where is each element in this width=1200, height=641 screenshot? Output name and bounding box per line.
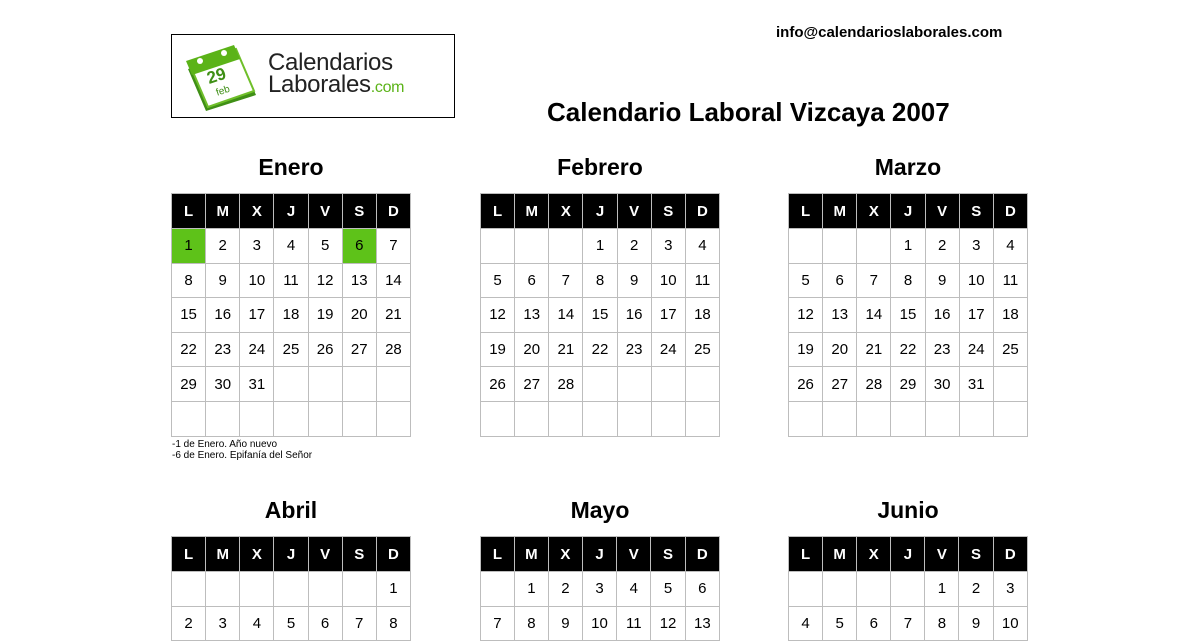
day-cell: 21	[376, 298, 410, 333]
empty-cell	[342, 572, 376, 607]
day-cell: 23	[617, 332, 651, 367]
day-cell: 4	[240, 606, 274, 641]
day-cell: 19	[789, 332, 823, 367]
day-cell: 6	[308, 606, 342, 641]
week-row	[789, 572, 1028, 607]
holiday-note: -1 de Enero. Año nuevo	[172, 439, 278, 450]
day-cell: 1	[583, 229, 617, 264]
week-row	[481, 367, 720, 402]
logo[interactable]	[171, 34, 455, 118]
day-cell: 24	[651, 332, 685, 367]
day-cell: 13	[823, 298, 857, 333]
weekday-header: L	[789, 537, 823, 572]
day-cell: 18	[274, 298, 308, 333]
weekday-header: S	[959, 194, 993, 229]
empty-cell	[617, 367, 651, 402]
day-cell: 2	[172, 606, 206, 641]
day-cell: 12	[308, 263, 342, 298]
day-cell: 5	[308, 229, 342, 264]
day-cell: 27	[342, 332, 376, 367]
day-cell: 4	[993, 229, 1027, 264]
empty-cell	[481, 401, 515, 436]
holiday-note: -6 de Enero. Epifanía del Señor	[172, 450, 313, 461]
day-cell: 17	[240, 298, 274, 333]
holiday-notes	[172, 439, 312, 461]
day-cell: 7	[549, 263, 583, 298]
day-cell: 2	[925, 229, 959, 264]
day-cell: 3	[959, 229, 993, 264]
day-cell: 17	[651, 298, 685, 333]
week-row	[481, 298, 720, 333]
day-cell: 14	[549, 298, 583, 333]
week-row	[172, 229, 411, 264]
day-cell: 7	[857, 263, 891, 298]
day-cell: 15	[891, 298, 925, 333]
day-cell: 5	[789, 263, 823, 298]
weekday-header: J	[891, 194, 925, 229]
day-cell: 5	[274, 606, 308, 641]
day-cell: 27	[823, 367, 857, 402]
empty-cell	[549, 229, 583, 264]
weekday-header: S	[651, 537, 685, 572]
day-cell: 8	[925, 606, 959, 641]
day-cell: 28	[549, 367, 583, 402]
week-row	[172, 367, 411, 402]
day-cell: 8	[376, 606, 410, 641]
weekday-header: D	[685, 194, 719, 229]
empty-cell	[274, 367, 308, 402]
weekday-header: D	[993, 537, 1027, 572]
weekday-header: S	[959, 537, 993, 572]
empty-cell	[274, 401, 308, 436]
day-cell: 9	[617, 263, 651, 298]
day-cell: 2	[548, 572, 582, 607]
month-table	[788, 193, 1028, 437]
day-cell: 13	[685, 606, 719, 641]
day-cell: 6	[685, 572, 719, 607]
week-row	[481, 606, 720, 641]
empty-cell	[891, 401, 925, 436]
day-cell: 2	[206, 229, 240, 264]
empty-cell	[308, 572, 342, 607]
week-row	[789, 263, 1028, 298]
day-cell: 7	[342, 606, 376, 641]
weekday-header: J	[274, 537, 308, 572]
calendar-logo-icon	[178, 39, 268, 115]
weekday-header: V	[308, 194, 342, 229]
weekday-header: D	[376, 194, 410, 229]
empty-cell	[685, 367, 719, 402]
weekday-header: M	[206, 537, 240, 572]
day-cell: 4	[789, 606, 823, 641]
weekday-header: D	[993, 194, 1027, 229]
weekday-header: J	[583, 194, 617, 229]
day-cell: 1	[376, 572, 410, 607]
day-cell: 23	[206, 332, 240, 367]
empty-cell	[857, 572, 891, 607]
day-cell: 25	[685, 332, 719, 367]
contact-email-link[interactable]: info@calendarioslaborales.com	[776, 24, 1003, 41]
week-row	[789, 401, 1028, 436]
empty-cell	[308, 401, 342, 436]
day-cell: 20	[342, 298, 376, 333]
day-cell: 6	[515, 263, 549, 298]
empty-cell	[993, 401, 1027, 436]
day-cell: 10	[240, 263, 274, 298]
empty-cell	[206, 401, 240, 436]
day-cell: 19	[308, 298, 342, 333]
day-cell: 20	[515, 332, 549, 367]
week-row	[789, 332, 1028, 367]
day-cell: 1	[514, 572, 548, 607]
empty-cell	[549, 401, 583, 436]
empty-cell	[789, 572, 823, 607]
day-cell: 28	[376, 332, 410, 367]
month-name: Febrero	[557, 154, 643, 180]
weekday-header: D	[376, 537, 410, 572]
week-row	[481, 229, 720, 264]
empty-cell	[206, 572, 240, 607]
weekday-header: D	[685, 537, 719, 572]
day-cell: 8	[891, 263, 925, 298]
weekday-header: L	[481, 537, 515, 572]
empty-cell	[925, 401, 959, 436]
weekday-header: V	[617, 194, 651, 229]
day-cell: 15	[172, 298, 206, 333]
day-cell: 29	[891, 367, 925, 402]
weekday-header: J	[891, 537, 925, 572]
empty-cell	[823, 229, 857, 264]
day-cell: 3	[993, 572, 1027, 607]
weekday-header: S	[342, 537, 376, 572]
day-cell: 10	[651, 263, 685, 298]
weekday-header: X	[549, 194, 583, 229]
empty-cell	[376, 367, 410, 402]
day-cell: 7	[376, 229, 410, 264]
day-cell: 13	[342, 263, 376, 298]
month-table	[171, 536, 411, 641]
day-cell: 22	[583, 332, 617, 367]
weekday-header: X	[240, 537, 274, 572]
weekday-header: X	[857, 194, 891, 229]
empty-cell	[308, 367, 342, 402]
weekday-header: M	[823, 537, 857, 572]
logo-line-2	[268, 71, 405, 99]
empty-cell	[515, 229, 549, 264]
day-cell: 22	[172, 332, 206, 367]
empty-cell	[240, 572, 274, 607]
month-name: Abril	[264, 497, 318, 523]
weekday-header: X	[548, 537, 582, 572]
day-cell: 19	[481, 332, 515, 367]
day-cell: 9	[548, 606, 582, 641]
empty-cell	[583, 401, 617, 436]
month-table	[171, 193, 411, 437]
empty-cell	[651, 401, 685, 436]
empty-cell	[789, 229, 823, 264]
empty-cell	[342, 401, 376, 436]
day-cell: 16	[617, 298, 651, 333]
logo-icon-day: 29	[204, 63, 229, 88]
week-row	[172, 572, 411, 607]
month-table	[480, 193, 720, 437]
day-cell: 23	[925, 332, 959, 367]
day-cell: 12	[651, 606, 685, 641]
day-cell: 14	[857, 298, 891, 333]
weekday-header-row	[172, 537, 411, 572]
weekday-header: M	[823, 194, 857, 229]
weekday-header: V	[925, 537, 959, 572]
empty-cell	[857, 401, 891, 436]
empty-cell	[342, 367, 376, 402]
day-cell: 5	[823, 606, 857, 641]
empty-cell	[891, 572, 925, 607]
day-cell: 11	[685, 263, 719, 298]
day-cell: 9	[959, 606, 993, 641]
day-cell: 4	[274, 229, 308, 264]
day-cell: 11	[993, 263, 1027, 298]
day-cell: 20	[823, 332, 857, 367]
weekday-header: V	[617, 537, 651, 572]
empty-cell	[481, 572, 515, 607]
weekday-header-row	[481, 537, 720, 572]
month-table	[788, 536, 1028, 641]
empty-cell	[274, 572, 308, 607]
day-cell: 8	[514, 606, 548, 641]
weekday-header: X	[857, 537, 891, 572]
day-cell: 21	[549, 332, 583, 367]
week-row	[481, 332, 720, 367]
weekday-header: L	[172, 537, 206, 572]
day-cell: 25	[274, 332, 308, 367]
week-row	[172, 332, 411, 367]
day-cell: 18	[993, 298, 1027, 333]
empty-cell	[857, 229, 891, 264]
day-cell: 8	[172, 263, 206, 298]
logo-icon-month: feb	[214, 83, 232, 99]
day-cell: 12	[789, 298, 823, 333]
empty-cell	[583, 367, 617, 402]
day-cell: 5	[651, 572, 685, 607]
day-cell: 4	[685, 229, 719, 264]
day-cell: 26	[308, 332, 342, 367]
day-cell: 26	[481, 367, 515, 402]
day-cell: 3	[651, 229, 685, 264]
month-table	[480, 536, 720, 641]
week-row	[789, 367, 1028, 402]
day-cell: 13	[515, 298, 549, 333]
weekday-header: S	[342, 194, 376, 229]
day-cell: 1	[891, 229, 925, 264]
week-row	[481, 572, 720, 607]
weekday-header: J	[274, 194, 308, 229]
page-title: Calendario Laboral Vizcaya 2007	[547, 97, 950, 127]
month-name: Junio	[877, 497, 939, 523]
weekday-header: V	[925, 194, 959, 229]
day-cell: 7	[481, 606, 515, 641]
empty-cell	[651, 367, 685, 402]
empty-cell	[515, 401, 549, 436]
empty-cell	[789, 401, 823, 436]
month-name: Enero	[258, 154, 324, 180]
day-cell: 24	[959, 332, 993, 367]
day-cell: 24	[240, 332, 274, 367]
empty-cell	[823, 401, 857, 436]
day-cell: 1	[925, 572, 959, 607]
day-cell: 27	[515, 367, 549, 402]
day-cell: 31	[240, 367, 274, 402]
empty-cell	[685, 401, 719, 436]
empty-cell	[240, 401, 274, 436]
weekday-header-row	[172, 194, 411, 229]
day-cell: 9	[925, 263, 959, 298]
day-cell: 8	[583, 263, 617, 298]
weekday-header: X	[240, 194, 274, 229]
logo-suffix: .com	[370, 79, 405, 96]
day-cell: 29	[172, 367, 206, 402]
week-row	[789, 606, 1028, 641]
logo-line-2-text: Laborales	[268, 71, 371, 98]
day-cell: 31	[959, 367, 993, 402]
day-cell: 25	[993, 332, 1027, 367]
day-cell: 22	[891, 332, 925, 367]
day-cell: 11	[617, 606, 651, 641]
day-cell: 5	[481, 263, 515, 298]
day-cell: 15	[583, 298, 617, 333]
weekday-header: L	[481, 194, 515, 229]
logo-text	[268, 49, 405, 99]
week-row	[481, 401, 720, 436]
empty-cell	[823, 572, 857, 607]
weekday-header-row	[481, 194, 720, 229]
weekday-header-row	[789, 194, 1028, 229]
day-cell: 9	[206, 263, 240, 298]
weekday-header: M	[515, 194, 549, 229]
day-cell: 10	[582, 606, 616, 641]
day-cell: 3	[240, 229, 274, 264]
day-cell: 26	[789, 367, 823, 402]
empty-cell	[172, 401, 206, 436]
week-row	[789, 298, 1028, 333]
empty-cell	[172, 572, 206, 607]
day-cell: 30	[206, 367, 240, 402]
day-cell: 10	[993, 606, 1027, 641]
month-name: Marzo	[874, 154, 942, 180]
weekday-header-row	[789, 537, 1028, 572]
day-cell: 30	[925, 367, 959, 402]
day-cell: 16	[925, 298, 959, 333]
day-cell: 7	[891, 606, 925, 641]
week-row	[789, 229, 1028, 264]
month-name: Mayo	[570, 497, 630, 523]
day-cell: 14	[376, 263, 410, 298]
empty-cell	[481, 229, 515, 264]
weekday-header: J	[582, 537, 616, 572]
day-cell: 18	[685, 298, 719, 333]
day-cell: 3	[582, 572, 616, 607]
weekday-header: V	[308, 537, 342, 572]
weekday-header: S	[651, 194, 685, 229]
weekday-header: M	[514, 537, 548, 572]
day-cell: 12	[481, 298, 515, 333]
weekday-header: M	[206, 194, 240, 229]
logo-line-1: Calendarios	[268, 49, 393, 76]
week-row	[172, 298, 411, 333]
empty-cell	[959, 401, 993, 436]
weekday-header: L	[789, 194, 823, 229]
day-cell: 16	[206, 298, 240, 333]
day-cell: 3	[206, 606, 240, 641]
week-row	[172, 606, 411, 641]
day-cell: 11	[274, 263, 308, 298]
day-cell: 17	[959, 298, 993, 333]
week-row	[172, 263, 411, 298]
day-cell: 6	[857, 606, 891, 641]
holiday-day-cell: 6	[342, 229, 376, 264]
day-cell: 2	[617, 229, 651, 264]
holiday-day-cell: 1	[172, 229, 206, 264]
empty-cell	[993, 367, 1027, 402]
day-cell: 10	[959, 263, 993, 298]
day-cell: 21	[857, 332, 891, 367]
day-cell: 4	[617, 572, 651, 607]
week-row	[172, 401, 411, 436]
day-cell: 28	[857, 367, 891, 402]
weekday-header: L	[172, 194, 206, 229]
empty-cell	[617, 401, 651, 436]
day-cell: 2	[959, 572, 993, 607]
empty-cell	[376, 401, 410, 436]
day-cell: 6	[823, 263, 857, 298]
week-row	[481, 263, 720, 298]
